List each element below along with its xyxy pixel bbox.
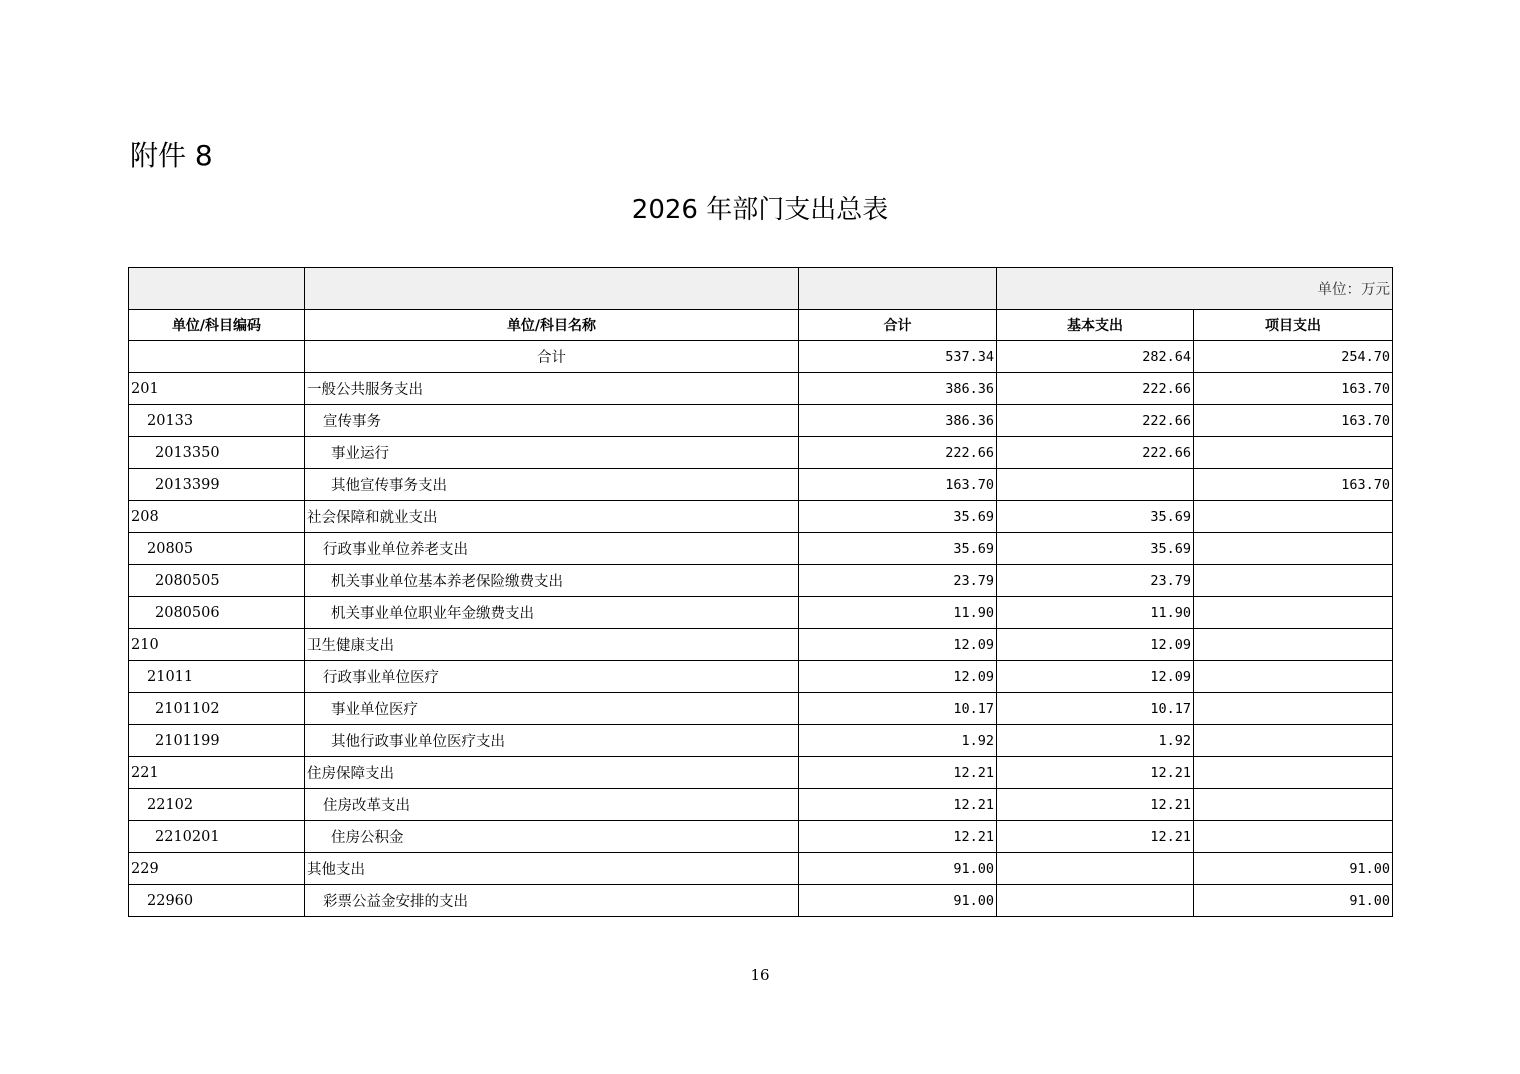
table-row [129, 853, 1393, 885]
table-row [129, 629, 1393, 661]
basic-cell [997, 885, 1194, 917]
total-cell: 1.92 [799, 725, 997, 757]
project-cell [1194, 437, 1393, 469]
name-cell: 卫生健康支出 [305, 629, 799, 661]
table-row [129, 565, 1393, 597]
page-title: 2026 年部门支出总表 [631, 195, 889, 225]
code-cell: 221 [129, 757, 305, 789]
table-row [129, 501, 1393, 533]
column-header-name: 单位/科目名称 [305, 310, 799, 341]
project-cell [1194, 533, 1393, 565]
code-cell: 2101199 [129, 725, 305, 757]
code-cell: 2080506 [129, 597, 305, 629]
total-basic-cell: 282.64 [997, 341, 1194, 373]
total-cell: 91.00 [799, 885, 997, 917]
code-cell: 2013399 [129, 469, 305, 501]
blank-cell [305, 268, 799, 310]
total-cell: 222.66 [799, 437, 997, 469]
code-cell: 21011 [129, 661, 305, 693]
code-cell: 2013350 [129, 437, 305, 469]
project-cell [1194, 789, 1393, 821]
name-cell: 机关事业单位基本养老保险缴费支出 [305, 565, 799, 597]
basic-cell: 222.66 [997, 373, 1194, 405]
basic-cell: 23.79 [997, 565, 1194, 597]
total-cell: 11.90 [799, 597, 997, 629]
name-cell: 一般公共服务支出 [305, 373, 799, 405]
name-cell: 住房保障支出 [305, 757, 799, 789]
project-cell [1194, 821, 1393, 853]
total-cell: 12.21 [799, 821, 997, 853]
name-cell: 其他宣传事务支出 [305, 469, 799, 501]
project-cell [1194, 565, 1393, 597]
name-cell: 事业单位医疗 [305, 693, 799, 725]
code-cell: 22960 [129, 885, 305, 917]
basic-cell: 222.66 [997, 405, 1194, 437]
column-header-project: 项目支出 [1194, 310, 1393, 341]
name-cell: 社会保障和就业支出 [305, 501, 799, 533]
name-cell: 机关事业单位职业年金缴费支出 [305, 597, 799, 629]
project-cell [1194, 597, 1393, 629]
expense-table [128, 267, 1393, 917]
header-row [129, 310, 1393, 341]
basic-cell: 222.66 [997, 437, 1194, 469]
total-project-cell: 254.70 [1194, 341, 1393, 373]
name-cell: 住房改革支出 [305, 789, 799, 821]
total-cell: 12.21 [799, 789, 997, 821]
table-row [129, 693, 1393, 725]
total-cell: 386.36 [799, 405, 997, 437]
name-cell: 行政事业单位养老支出 [305, 533, 799, 565]
blank-cell [799, 268, 997, 310]
project-cell [1194, 661, 1393, 693]
project-cell: 91.00 [1194, 853, 1393, 885]
code-cell: 2101102 [129, 693, 305, 725]
blank-cell [129, 268, 305, 310]
total-cell: 23.79 [799, 565, 997, 597]
basic-cell: 12.09 [997, 661, 1194, 693]
total-row [129, 341, 1393, 373]
code-cell: 22102 [129, 789, 305, 821]
basic-cell: 35.69 [997, 533, 1194, 565]
unit-label: 单位：万元 [997, 268, 1393, 310]
project-cell [1194, 725, 1393, 757]
project-cell: 163.70 [1194, 469, 1393, 501]
total-cell: 163.70 [799, 469, 997, 501]
basic-cell: 12.09 [997, 629, 1194, 661]
column-header-total: 合计 [799, 310, 997, 341]
total-code-cell [129, 341, 305, 373]
name-cell: 彩票公益金安排的支出 [305, 885, 799, 917]
basic-cell: 11.90 [997, 597, 1194, 629]
basic-cell: 12.21 [997, 757, 1194, 789]
table-row [129, 725, 1393, 757]
basic-cell [997, 469, 1194, 501]
name-cell: 事业运行 [305, 437, 799, 469]
project-cell [1194, 757, 1393, 789]
project-cell: 91.00 [1194, 885, 1393, 917]
code-cell: 229 [129, 853, 305, 885]
total-cell: 386.36 [799, 373, 997, 405]
table-row [129, 469, 1393, 501]
name-cell: 其他行政事业单位医疗支出 [305, 725, 799, 757]
table-row [129, 597, 1393, 629]
total-name-cell: 合计 [305, 341, 799, 373]
table-row [129, 757, 1393, 789]
table-row [129, 885, 1393, 917]
project-cell: 163.70 [1194, 405, 1393, 437]
total-cell: 12.09 [799, 661, 997, 693]
total-cell: 35.69 [799, 533, 997, 565]
project-cell: 163.70 [1194, 373, 1393, 405]
name-cell: 行政事业单位医疗 [305, 661, 799, 693]
project-cell [1194, 693, 1393, 725]
name-cell: 宣传事务 [305, 405, 799, 437]
basic-cell: 35.69 [997, 501, 1194, 533]
name-cell: 住房公积金 [305, 821, 799, 853]
table-row [129, 437, 1393, 469]
unit-row [129, 268, 1393, 310]
table-body [129, 268, 1393, 917]
code-cell: 20133 [129, 405, 305, 437]
total-cell: 91.00 [799, 853, 997, 885]
table-row [129, 405, 1393, 437]
basic-cell: 1.92 [997, 725, 1194, 757]
total-cell: 35.69 [799, 501, 997, 533]
basic-cell [997, 853, 1194, 885]
basic-cell: 12.21 [997, 821, 1194, 853]
code-cell: 2080505 [129, 565, 305, 597]
page-number: 16 [750, 966, 770, 984]
attachment-label: 附件 8 [130, 139, 213, 172]
table-row [129, 821, 1393, 853]
project-cell [1194, 629, 1393, 661]
total-cell: 10.17 [799, 693, 997, 725]
total-cell: 12.09 [799, 629, 997, 661]
code-cell: 210 [129, 629, 305, 661]
table-row [129, 789, 1393, 821]
name-cell: 其他支出 [305, 853, 799, 885]
basic-cell: 10.17 [997, 693, 1194, 725]
code-cell: 2210201 [129, 821, 305, 853]
table-row [129, 533, 1393, 565]
total-cell: 12.21 [799, 757, 997, 789]
table-row [129, 373, 1393, 405]
column-header-basic: 基本支出 [997, 310, 1194, 341]
column-header-code: 单位/科目编码 [129, 310, 305, 341]
project-cell [1194, 501, 1393, 533]
code-cell: 20805 [129, 533, 305, 565]
code-cell: 201 [129, 373, 305, 405]
table-row [129, 661, 1393, 693]
code-cell: 208 [129, 501, 305, 533]
total-total-cell: 537.34 [799, 341, 997, 373]
basic-cell: 12.21 [997, 789, 1194, 821]
